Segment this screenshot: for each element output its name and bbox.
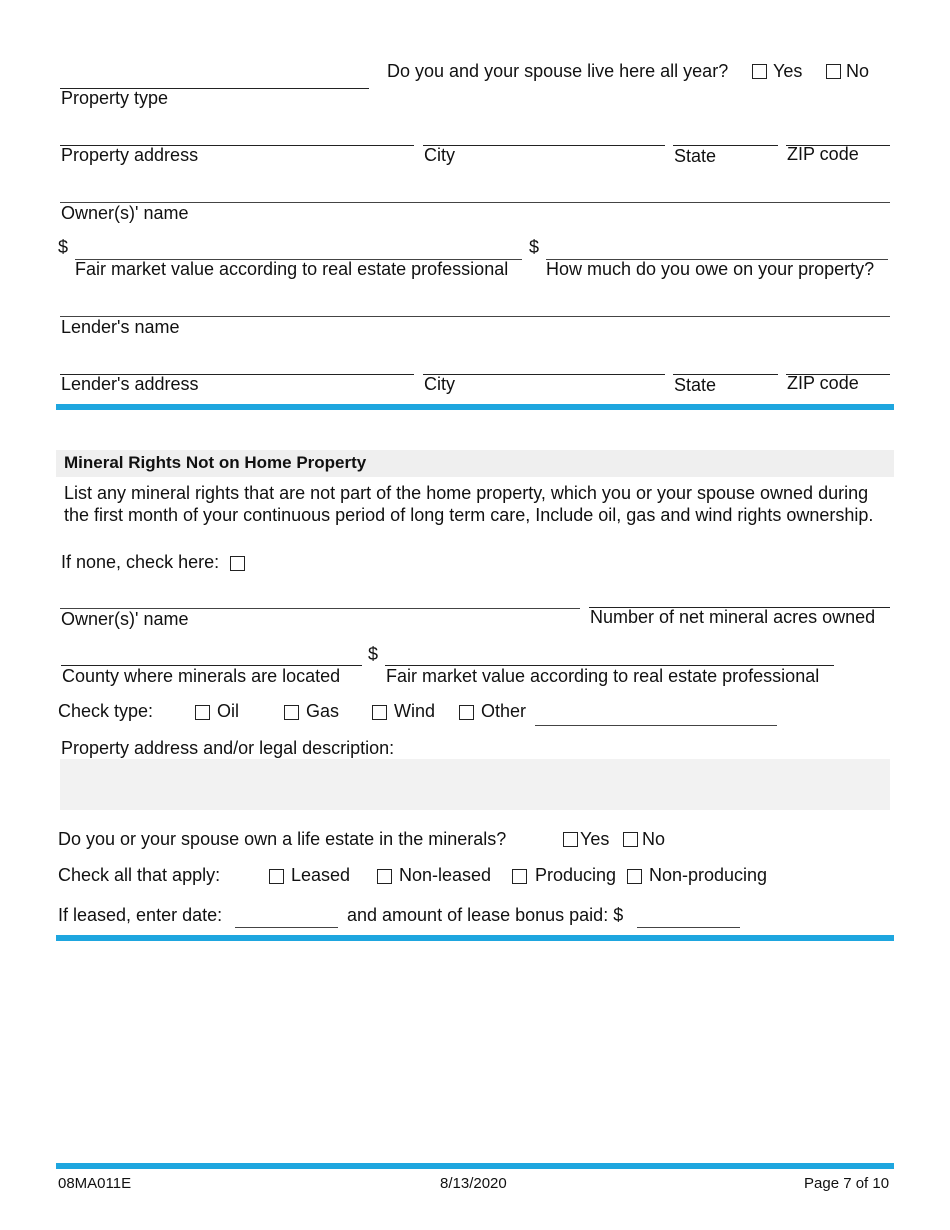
- property-type-label: Property type: [61, 88, 169, 108]
- address-desc-label: Property address and/or legal description:: [61, 738, 395, 758]
- check-type-label: Check type:: [58, 701, 154, 721]
- type-oil-label: Oil: [217, 701, 239, 721]
- if-none-checkbox[interactable]: [230, 556, 245, 571]
- fair-market-value-label: Fair market value according to real estate professional: [75, 259, 509, 279]
- property-city-input[interactable]: [423, 123, 665, 146]
- non-leased-label: Non-leased: [399, 865, 492, 885]
- mineral-heading-bar: [56, 450, 894, 477]
- type-gas-label: Gas: [306, 701, 340, 721]
- live-here-question: Do you and your spouse live here all year?: [387, 61, 729, 81]
- fair-market-value-input[interactable]: [75, 237, 522, 260]
- mineral-fmv-label: Fair market value according to real estate professional: [386, 666, 820, 686]
- if-none-label: If none, check here:: [61, 552, 220, 572]
- property-owners-name-input[interactable]: [60, 180, 890, 203]
- non-leased-checkbox[interactable]: [377, 869, 392, 884]
- property-owners-name-label: Owner(s)' name: [61, 203, 189, 223]
- lenders-name-input[interactable]: [60, 294, 890, 317]
- life-estate-question: Do you or your spouse own a life estate in the minerals?: [58, 829, 507, 849]
- property-city-label: City: [424, 145, 455, 165]
- mineral-section-heading: Mineral Rights Not on Home Property: [64, 453, 367, 472]
- footer-page-number: Page 7 of 10: [804, 1175, 890, 1192]
- property-zip-label: ZIP code: [787, 144, 859, 164]
- type-other-checkbox[interactable]: [459, 705, 474, 720]
- leased-checkbox[interactable]: [269, 869, 284, 884]
- property-state-label: State: [674, 146, 717, 166]
- lender-city-label: City: [424, 374, 455, 394]
- footer-divider: [56, 1163, 894, 1169]
- lease-bonus-input[interactable]: [637, 905, 740, 928]
- type-oil-checkbox[interactable]: [195, 705, 210, 720]
- property-address-label: Property address: [61, 145, 199, 165]
- leased-label: Leased: [291, 865, 351, 885]
- non-producing-checkbox[interactable]: [627, 869, 642, 884]
- property-state-input[interactable]: [673, 123, 778, 146]
- mineral-owners-name-input[interactable]: [60, 586, 580, 609]
- life-estate-no-label: No: [642, 829, 666, 849]
- lenders-address-input[interactable]: [60, 352, 414, 375]
- mineral-fmv-input[interactable]: [385, 643, 834, 666]
- lender-state-input[interactable]: [673, 352, 778, 375]
- county-label: County where minerals are located: [62, 666, 341, 686]
- owe-dollar-sign: $: [529, 237, 540, 257]
- lender-state-label: State: [674, 375, 717, 395]
- type-wind-label: Wind: [394, 701, 436, 721]
- if-leased-label: If leased, enter date:: [58, 905, 223, 925]
- life-estate-yes-checkbox[interactable]: [563, 832, 578, 847]
- lender-zip-input[interactable]: [786, 352, 890, 375]
- property-type-input[interactable]: [60, 66, 369, 89]
- fmv-dollar-sign: $: [58, 237, 69, 257]
- type-other-input[interactable]: [535, 703, 777, 726]
- lenders-name-label: Lender's name: [61, 317, 180, 337]
- lender-zip-label: ZIP code: [787, 373, 859, 393]
- mineral-owners-name-label: Owner(s)' name: [61, 609, 189, 629]
- lease-bonus-label: and amount of lease bonus paid: $: [347, 905, 624, 925]
- life-estate-yes-label: Yes: [580, 829, 610, 849]
- footer-form-id: 08MA011E: [58, 1175, 132, 1192]
- live-here-yes-checkbox[interactable]: [752, 64, 767, 79]
- lease-date-input[interactable]: [235, 905, 338, 928]
- net-acres-label: Number of net mineral acres owned: [590, 607, 876, 627]
- producing-checkbox[interactable]: [512, 869, 527, 884]
- live-here-no-label: No: [846, 61, 870, 81]
- county-input[interactable]: [61, 643, 362, 666]
- live-here-yes-label: Yes: [773, 61, 803, 81]
- life-estate-no-checkbox[interactable]: [623, 832, 638, 847]
- section-divider-bottom: [56, 935, 894, 941]
- check-all-label: Check all that apply:: [58, 865, 221, 885]
- live-here-no-checkbox[interactable]: [826, 64, 841, 79]
- property-address-input[interactable]: [60, 123, 414, 146]
- owe-on-property-input[interactable]: [546, 237, 888, 260]
- type-wind-checkbox[interactable]: [372, 705, 387, 720]
- type-gas-checkbox[interactable]: [284, 705, 299, 720]
- section-divider-top: [56, 404, 894, 410]
- producing-label: Producing: [535, 865, 617, 885]
- address-desc-textarea[interactable]: [60, 759, 890, 810]
- mineral-instructions: List any mineral rights that are not part of the home property, which you or your spouse owned during the first month of your continuous period of long term care, Include oil, gas and wind rights ownership.: [64, 483, 874, 525]
- owe-on-property-label: How much do you owe on your property?: [546, 259, 875, 279]
- footer-date: 8/13/2020: [440, 1175, 507, 1192]
- property-zip-input[interactable]: [786, 123, 890, 146]
- type-other-label: Other: [481, 701, 527, 721]
- lenders-address-label: Lender's address: [61, 374, 199, 394]
- non-producing-label: Non-producing: [649, 865, 768, 885]
- mineral-fmv-dollar-sign: $: [368, 644, 379, 664]
- lender-city-input[interactable]: [423, 352, 665, 375]
- net-acres-input[interactable]: [589, 585, 890, 608]
